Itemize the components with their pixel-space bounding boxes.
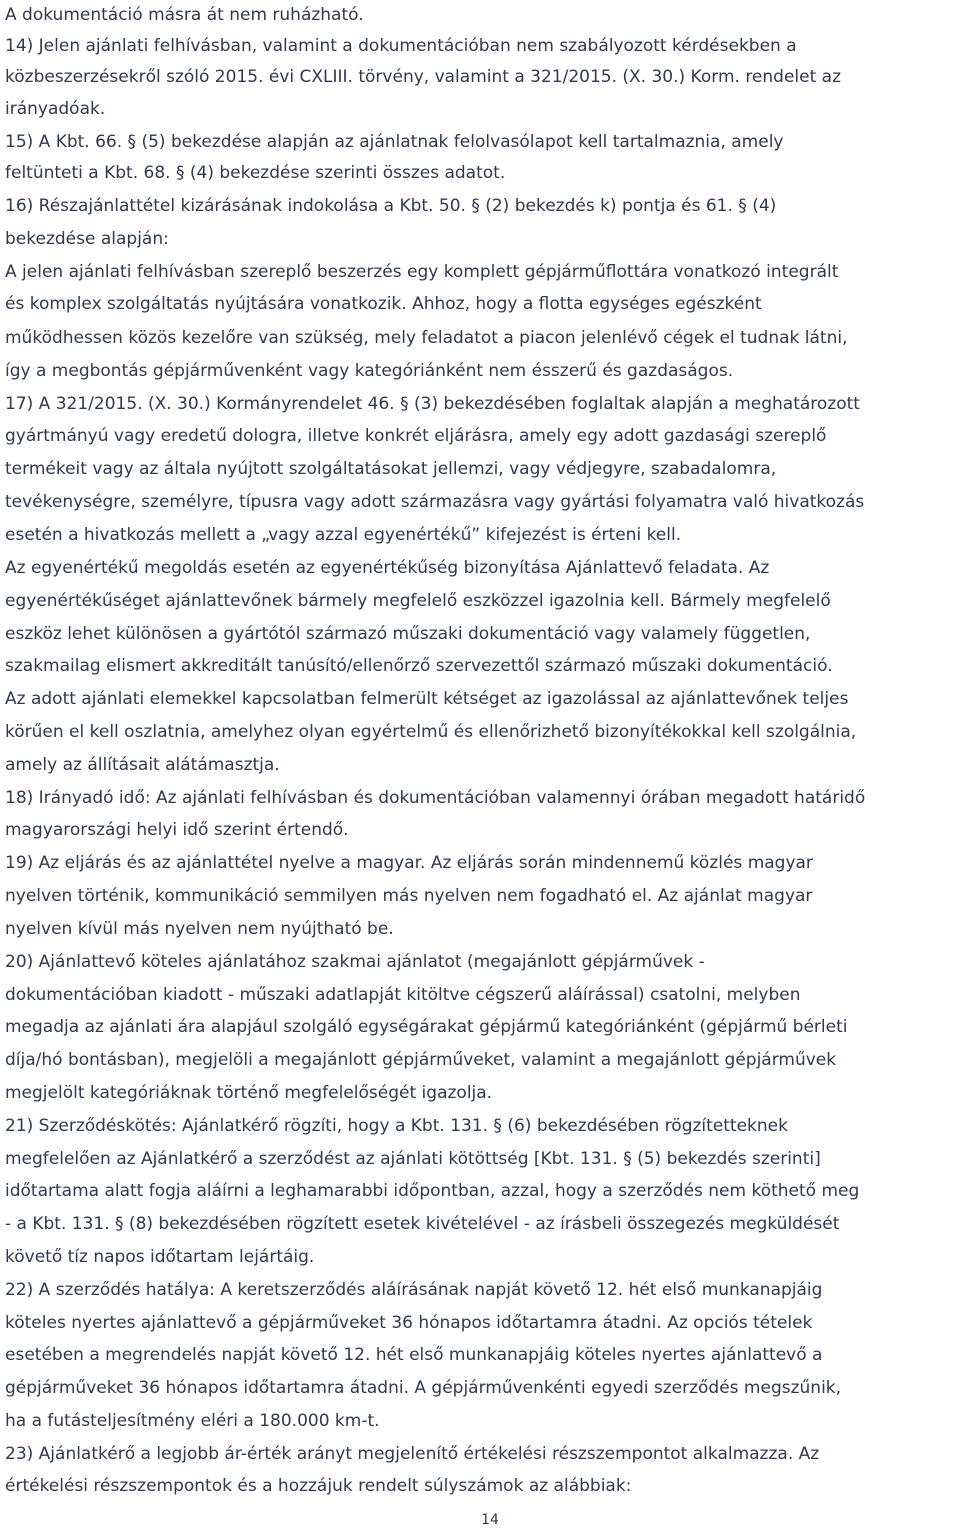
text-line: - a Kbt. 131. § (8) bekezdésében rögzített esetek kivételével - az írásbeli összegezés megküldését [5,1214,840,1234]
text-line: magyarországi helyi idő szerint értendő. [5,820,349,840]
text-line: bekezdése alapján: [5,229,169,249]
text-line: eszköz lehet különösen a gyártótól származó műszaki dokumentáció vagy valamely független, [5,624,811,644]
text-line: 18) Irányadó idő: Az ajánlati felhívásban és dokumentációban valamennyi órában megadott határidő [5,788,866,808]
text-line: közbeszerzésekről szóló 2015. évi CXLIII. törvény, valamint a 321/2015. (X. 30.) Korm. rendelet az [5,67,842,87]
text-line: Az adott ajánlati elemekkel kapcsolatban felmerült kétséget az igazolással az ajánlattevőnek teljes [5,689,849,709]
text-line: időtartama alatt fogja aláírni a leghamarabbi időpontban, azzal, hogy a szerződés nem köthető meg [5,1181,860,1201]
text-line: körűen el kell oszlatnia, amelyhez olyan egyértelmű és ellenőrizhető bizonyítékokkal kell szolgálnia, [5,722,857,742]
text-line: 22) A szerződés hatálya: A keretszerződés aláírásának napját követő 12. hét első munkanapjáig [5,1280,823,1300]
text-line: 20) Ajánlattevő köteles ajánlatához szakmai ajánlatot (megajánlott gépjárművek - [5,952,705,972]
text-line: 19) Az eljárás és az ajánlattétel nyelve a magyar. Az eljárás során mindennemű közlés magyar [5,853,813,873]
text-line: esetén a hivatkozás mellett a „vagy azzal egyenértékű” kifejezést is érteni kell. [5,525,682,545]
text-line: megadja az ajánlati ára alapjául szolgáló egységárakat gépjármű kategóriánként (gépjármű bérleti [5,1017,848,1037]
text-line: irányadóak. [5,99,106,119]
text-line: díja/hó bontásban), megjelöli a megajánlott gépjárműveket, valamint a megajánlott gépjárművek [5,1050,837,1070]
text-line: értékelési részszempontok és a hozzájuk rendelt súlyszámok az alábbiak: [5,1476,632,1496]
text-line: köteles nyertes ajánlattevő a gépjárműveket 36 hónapos időtartamra átadni. Az opciós tételek [5,1313,813,1333]
text-line: követő tíz napos időtartam lejártáig. [5,1247,315,1267]
text-line: egyenértékűséget ajánlattevőnek bármely megfelelő eszközzel igazolnia kell. Bármely megfelelő [5,591,831,611]
text-line: ha a futásteljesítmény eléri a 180.000 km-t. [5,1411,380,1431]
text-line: Az egyenértékű megoldás esetén az egyenértékűség bizonyítása Ajánlattevő feladata. Az [5,558,770,578]
text-line: 17) A 321/2015. (X. 30.) Kormányrendelet 46. § (3) bekezdésében foglaltak alapján a meghatározott [5,394,860,414]
text-line: megjelölt kategóriáknak történő megfelelőségét igazolja. [5,1083,493,1103]
text-line: gyártmányú vagy eredetű dologra, illetve konkrét eljárásra, amely egy adott gazdasági szereplő [5,426,827,446]
text-line: A dokumentáció másra át nem ruházható. [5,5,364,25]
text-line: termékeit vagy az általa nyújtott szolgáltatásokat jellemzi, vagy védjegyre, szabadalomra, [5,459,777,479]
text-line: A jelen ajánlati felhívásban szereplő beszerzés egy komplett gépjárműflottára vonatkozó integrált [5,262,839,282]
text-line: működhessen közös kezelőre van szükség, mely feladatot a piacon jelenlévő cégek el tudnak látni, [5,328,848,348]
text-line: és komplex szolgáltatás nyújtására vonatkozik. Ahhoz, hogy a flotta egységes egészként [5,294,762,314]
text-line: megfelelően az Ajánlatkérő a szerződést az ajánlati kötöttség [Kbt. 131. § (5) bekezdés szerinti] [5,1149,821,1169]
text-line: tevékenységre, személyre, típusra vagy adott származásra vagy gyártási folyamatra való hivatkozás [5,492,865,512]
text-line: 16) Részajánlattétel kizárásának indokolása a Kbt. 50. § (2) bekezdés k) pontja és 61. § (4) [5,196,777,216]
text-line: dokumentációban kiadott - műszaki adatlapját kitöltve cégszerű aláírással) csatolni, melyben [5,985,801,1005]
text-line: esetében a megrendelés napját követő 12. hét első munkanapjáig köteles nyertes ajánlattevő a [5,1345,823,1365]
text-line: szakmailag elismert akkreditált tanúsító/ellenőrző szervezettől származó műszaki dokumentáció. [5,656,833,676]
text-line: 14) Jelen ajánlati felhívásban, valamint a dokumentációban nem szabályozott kérdésekben a [5,36,797,56]
text-line: így a megbontás gépjárművenként vagy kategóriánként nem ésszerű és gazdaságos. [5,361,734,381]
text-line: nyelven történik, kommunikáció semmilyen más nyelven nem fogadható el. Az ajánlat magyar [5,886,813,906]
text-line: 15) A Kbt. 66. § (5) bekezdése alapján az ajánlatnak felolvasólapot kell tartalmaznia, amely [5,132,784,152]
text-line: feltünteti a Kbt. 68. § (4) bekezdése szerinti összes adatot. [5,163,506,183]
text-line: gépjárműveket 36 hónapos időtartamra átadni. A gépjárművenkénti egyedi szerződés megszűnik, [5,1378,842,1398]
text-line: 21) Szerződéskötés: Ajánlatkérő rögzíti, hogy a Kbt. 131. § (6) bekezdésében rögzítetteknek [5,1116,788,1136]
page-number: 14 [481,1512,499,1528]
text-line: amely az állításait alátámasztja. [5,755,280,775]
text-line: 23) Ajánlatkérő a legjobb ár-érték arányt megjelenítő értékelési részszempontot alkalmazza. Az [5,1444,820,1464]
text-line: nyelven kívül más nyelven nem nyújtható be. [5,919,394,939]
